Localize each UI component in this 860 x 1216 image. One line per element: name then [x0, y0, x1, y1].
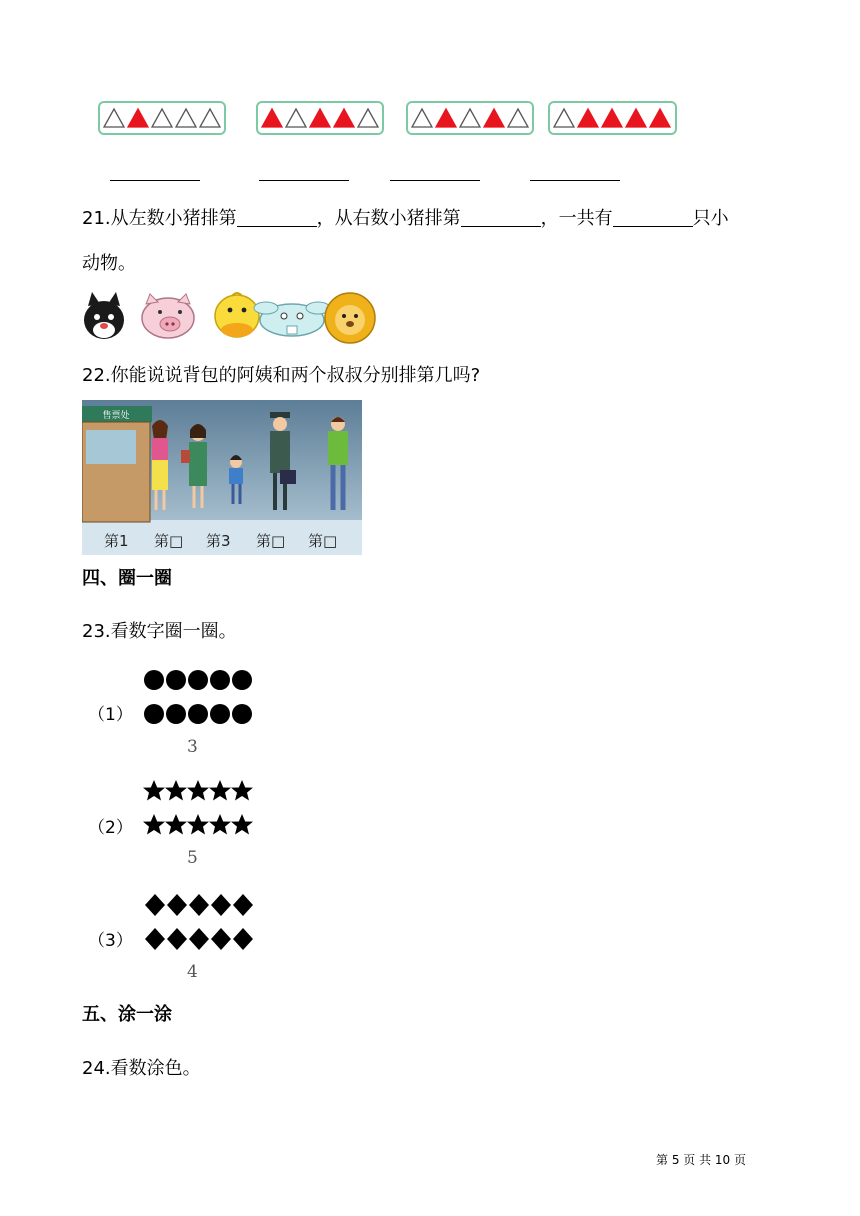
filled-triangle-icon	[310, 109, 330, 127]
section-5-title: 五、涂一涂	[82, 1004, 172, 1025]
position-label-2: 第□	[154, 532, 184, 550]
q21-text-2: ，从右数小猪排第	[316, 208, 461, 229]
triangle-box-1	[98, 101, 226, 135]
triangle-row-2	[258, 103, 382, 133]
hollow-triangle-icon	[152, 109, 172, 127]
filled-triangle-icon	[128, 109, 148, 127]
hollow-triangle-icon	[286, 109, 306, 127]
cat-icon	[84, 292, 124, 339]
item-1-number: 3	[187, 737, 198, 757]
filled-triangle-icon	[436, 109, 456, 127]
item-2-number: 5	[187, 848, 198, 868]
diamond-group[interactable]	[142, 892, 258, 954]
hollow-triangle-icon	[104, 109, 124, 127]
hollow-triangle-icon	[176, 109, 196, 127]
filled-triangle-icon	[262, 109, 282, 127]
question-24: 24.看数涂色。	[82, 1058, 201, 1079]
position-label-4: 第□	[256, 532, 286, 550]
backpack-icon	[181, 450, 190, 463]
filled-triangle-icon	[626, 109, 646, 127]
pig-icon	[142, 294, 194, 338]
triangle-box-4	[548, 101, 677, 135]
hollow-triangle-icon	[358, 109, 378, 127]
hollow-triangle-icon	[200, 109, 220, 127]
rabbit-icon	[254, 302, 330, 336]
item-1-label: （1）	[88, 705, 133, 725]
ticket-sign-text: 售票处	[102, 411, 130, 421]
filled-triangle-icon	[650, 109, 670, 127]
hollow-triangle-icon	[554, 109, 574, 127]
triangle-box-2	[256, 101, 384, 135]
q21-text-5: 动物。	[82, 253, 136, 274]
filled-triangle-icon	[602, 109, 622, 127]
item-3-number: 4	[187, 962, 198, 982]
filled-triangle-icon	[484, 109, 504, 127]
question-21	[82, 207, 729, 231]
triangle-row-1	[100, 103, 224, 133]
q21-text-4: 只小	[692, 208, 729, 229]
q21-blank-3[interactable]	[613, 208, 693, 227]
position-label-5: 第□	[308, 532, 338, 550]
q21-text-3: ，一共有	[540, 208, 613, 229]
hollow-triangle-icon	[412, 109, 432, 127]
answer-blank-3[interactable]	[390, 180, 480, 181]
item-2-label: （2）	[88, 818, 133, 838]
triangle-box-3	[406, 101, 534, 135]
q21-text-1: 21.从左数小猪排第	[82, 208, 237, 229]
hollow-triangle-icon	[460, 109, 480, 127]
star-group[interactable]	[142, 778, 256, 840]
section-4-title: 四、圈一圈	[82, 568, 172, 589]
animal-row	[82, 292, 382, 344]
lion-icon	[325, 293, 375, 343]
q21-blank-2[interactable]	[461, 208, 541, 227]
filled-triangle-icon	[334, 109, 354, 127]
position-label-3: 第3	[206, 532, 231, 550]
filled-triangle-icon	[578, 109, 598, 127]
item-3-label: （3）	[88, 931, 133, 951]
answer-blank-2[interactable]	[259, 180, 349, 181]
triangle-row-3	[408, 103, 532, 133]
question-22: 22.你能说说背包的阿姨和两个叔叔分别排第几吗?	[82, 365, 481, 386]
queue-picture	[82, 400, 362, 555]
question-23: 23.看数字圈一圈。	[82, 621, 237, 642]
position-label-1: 第1	[104, 532, 129, 550]
answer-blank-1[interactable]	[110, 180, 200, 181]
page-footer: 第 5 页 共 10 页	[656, 1153, 746, 1167]
briefcase-icon	[280, 470, 296, 484]
hollow-triangle-icon	[508, 109, 528, 127]
answer-blank-4[interactable]	[530, 180, 620, 181]
triangle-row-4	[550, 103, 675, 133]
circle-group[interactable]	[142, 668, 256, 728]
q21-blank-1[interactable]	[237, 208, 317, 227]
duck-icon	[215, 293, 259, 337]
